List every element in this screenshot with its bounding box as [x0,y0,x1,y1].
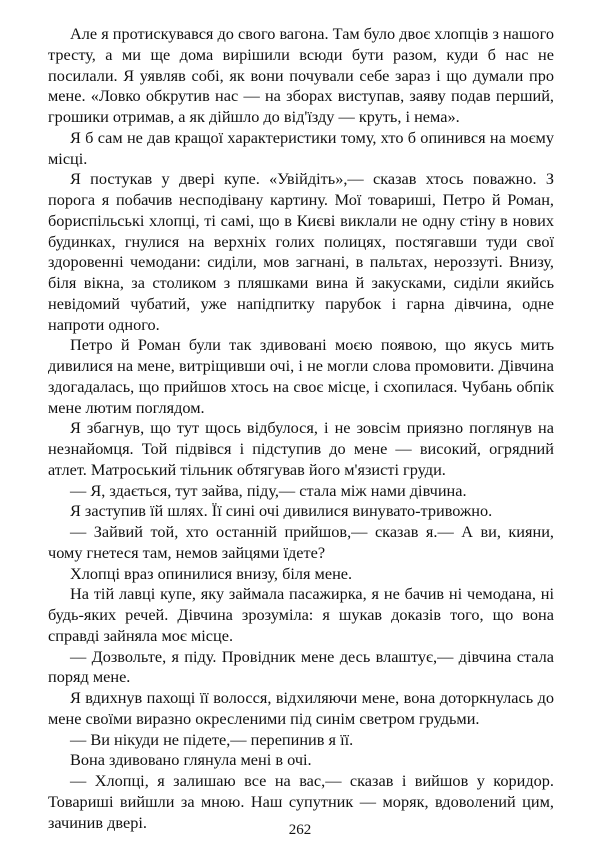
paragraph: Я вдихнув пахощі її волосся, відхиляючи мене, вона доторкнулась до мене своїми виразно окресленими під синім светром грудьми. [48,688,554,728]
paragraph: Я постукав у двері купе. «Увійдіть»,— сказав хтось поважно. З порога я побачив несподівану картину. Мої товариші, Петро й Роман, бориспільські хлопці, ті самі, що в Києві виклали не одну стіну в нових будинках, гнулися на верхніх голих полицях, постягавши туди свої здоровенні чемодани: сиділи, мов загнані, в пальтах, нероззуті. Внизу, біля вікна, за столиком з пляшками вина й закусками, сиділи якийсь невідомий чубатий, уже напідпитку парубок і гарна дівчина, одне напроти одного. [48,169,554,334]
paragraph: Я збагнув, що тут щось відбулося, і не зовсім приязно поглянув на незнайомця. Той підвівся і підступив до мене — високий, огрядний атлет. Матроський тільник обтягував його м'язисті груди. [48,418,554,479]
paragraph: Я заступив їй шлях. Її сині очі дивилися винувато-тривожно. [70,501,493,521]
paragraph: Але я протискувався до свого вагона. Там було двоє хлопців з нашого тресту, а ми ще дома вирішили всюди бути разом, куди б нас не посилали. Я уявляв собі, як вони почували себе зараз і що думали про мене. «Ловко обкрутив нас — на зборах виступав, заяву подав перший, грошики отримав, а як дійшло до від'їзду — круть, і нема». [48,24,554,126]
paragraph: Я б сам не дав кращої характеристики тому, хто б опинився на моєму місці. [48,127,554,168]
page-number: 262 [288,822,312,838]
dialogue-line: — Зайвий той, хто останній прийшов,— сказав я.— А ви, кияни, чому гнетеся там, немов зайцями їдете? [48,522,554,562]
dialogue-line: — Хлопці, я залишаю все на вас,— сказав і вийшов у коридор. Товариші вийшли за мною. Наш супутник — моряк, вдоволений цим, зачинив двері. [48,771,554,832]
dialogue-line: — Я, здається, тут зайва, піду,— стала між нами дівчина. [70,480,467,500]
paragraph: На тій лавці купе, яку займала пасажирка, я не бачив ні чемодана, ні будь-яких речей. Дівчина зрозуміла: я шукав доказів того, що вона справді зайняла моє місце. [48,584,554,645]
paragraph: Вона здивовано глянула мені в очі. [70,750,312,770]
body-text [48,24,554,833]
dialogue-line: — Ви нікуди не підете,— перепинив я її. [70,729,354,749]
dialogue-line: — Дозвольте, я піду. Провідник мене десь влаштує,— дівчина стала поряд мене. [48,646,554,687]
paragraph: Хлопці враз опинилися внизу, біля мене. [70,563,353,583]
paragraph: Петро й Роман були так здивовані моєю появою, що якусь мить дивилися на мене, витріщивши очі, і не могли слова промовити. Дівчина здогадалась, що прийшов хтось на своє місце, і схопилася. Чубань обпік мене лютим поглядом. [48,335,554,417]
